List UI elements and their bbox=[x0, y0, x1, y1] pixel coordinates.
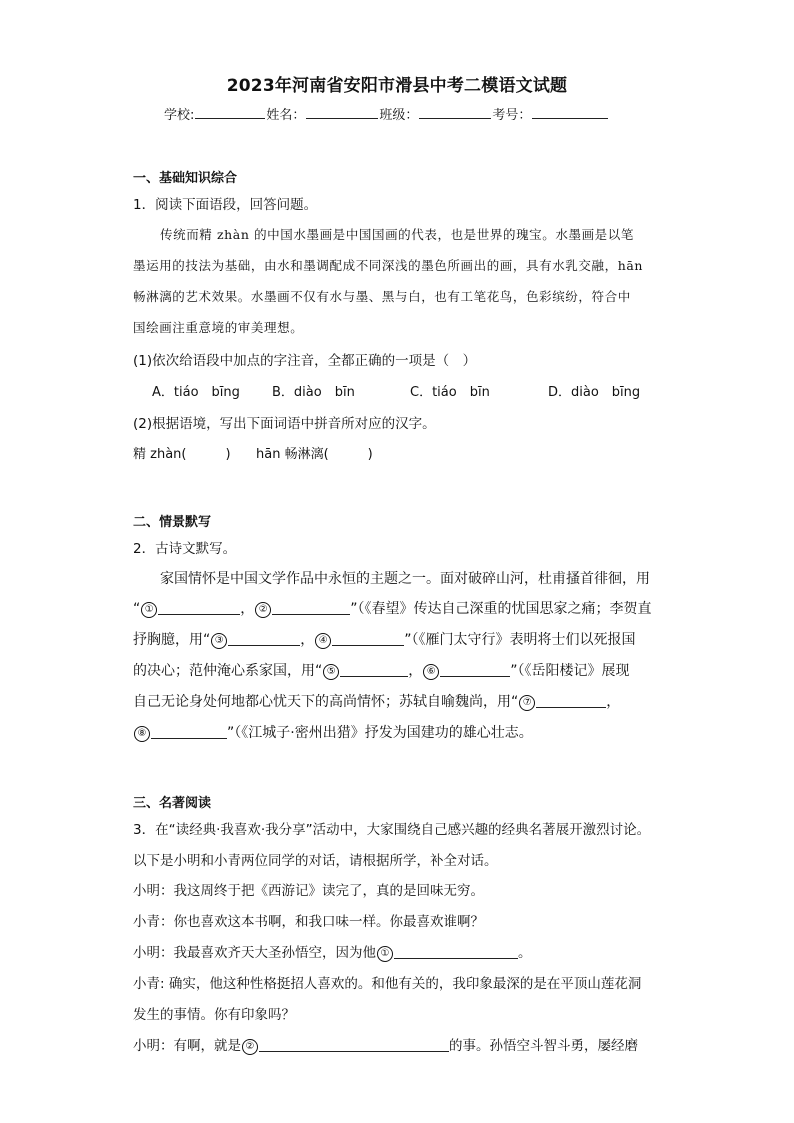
blank-number-7: ⑦ bbox=[519, 695, 535, 711]
poem-line-3 bbox=[133, 629, 636, 649]
class-blank[interactable] bbox=[419, 106, 491, 119]
dialogue-answer-blank-1[interactable] bbox=[394, 944, 518, 959]
dialogue-answer-blank-2[interactable] bbox=[259, 1037, 449, 1052]
dialogue-line-4-cont: 发生的事情。你有印象吗？ bbox=[133, 1007, 295, 1023]
answer-blank-2[interactable] bbox=[272, 600, 350, 615]
answer-blank-6[interactable] bbox=[440, 662, 510, 677]
answer-blank-1[interactable] bbox=[158, 600, 240, 615]
fill-zhan[interactable]: 精 zhàn( ) bbox=[133, 447, 231, 462]
answer-blank-8[interactable] bbox=[151, 724, 227, 739]
fill-han[interactable]: hān 畅淋漓( ) bbox=[256, 447, 373, 462]
poem-line-6-text: ”（《江城子·密州出猎》抒发为国建功的雄心壮志。 bbox=[227, 725, 533, 741]
blank-number-3: ③ bbox=[211, 633, 227, 649]
student-info-row bbox=[164, 104, 609, 123]
passage-line-3: 畅淋漓的艺术效果。水墨画不仅有水与墨、黑与白，也有工笔花鸟，色彩缤纷，符合中 bbox=[133, 289, 631, 304]
passage-line-4: 国绘画注重意境的审美理想。 bbox=[133, 320, 304, 335]
dialogue-line-1: 小明：我这周终于把《西游记》读完了，真的是回味无穷。 bbox=[133, 883, 484, 899]
blank-number-1: ① bbox=[141, 602, 157, 618]
passage-line-2: 墨运用的技法为基础，由水和墨调配成不同深浅的墨色所画出的画，具有水乳交融，hān bbox=[133, 258, 644, 273]
poem-line-4-start: 的决心；范仲淹心系家国，用“ bbox=[133, 663, 323, 679]
option-c[interactable]: C．tiáo bīn bbox=[410, 385, 490, 400]
name-blank[interactable] bbox=[306, 106, 378, 119]
poem-line-3-text: ”（《雁门太守行》表明将士们以死报国 bbox=[404, 632, 636, 648]
dialogue-line-5-start: 小明：有啊，就是 bbox=[133, 1038, 241, 1054]
period: 。 bbox=[518, 945, 532, 961]
dialogue-line-3-text: 小明：我最喜欢齐天大圣孙悟空，因为他 bbox=[133, 945, 376, 961]
option-d[interactable]: D．diào bīng bbox=[548, 385, 641, 400]
exam-no-blank[interactable] bbox=[532, 106, 608, 119]
poem-line-5 bbox=[133, 691, 620, 711]
name-label: 姓名： bbox=[266, 108, 306, 123]
poem-line-3-start: 抒胸臆，用“ bbox=[133, 632, 211, 648]
poem-line-5-start: 自己无论身处何地都心忧天下的高尚情怀；苏轼自喻魏尚，用“ bbox=[133, 694, 519, 710]
sub-question-1: (1)依次给语段中加点的字注音，全都正确的一项是（ ） bbox=[133, 353, 477, 369]
answer-blank-5[interactable] bbox=[340, 662, 408, 677]
comma: ， bbox=[240, 601, 255, 617]
passage-line-1: 传统而精 zhàn 的中国水墨画是中国国画的代表，也是世界的瑰宝。水墨画是以笔 bbox=[160, 227, 634, 242]
section-3-heading: 三、名著阅读 bbox=[133, 796, 212, 811]
question-2-prompt: 2．古诗文默写。 bbox=[133, 541, 237, 557]
blank-number-4: ④ bbox=[315, 633, 331, 649]
comma: ， bbox=[408, 663, 423, 679]
blank-number-9: ① bbox=[377, 946, 393, 962]
answer-blank-3[interactable] bbox=[228, 631, 300, 646]
blank-number-5: ⑤ bbox=[323, 664, 339, 680]
dialogue-line-3 bbox=[133, 941, 532, 962]
poem-line-2-text: ”（《春望》传达自己深重的忧国思家之痛；李贺直 bbox=[350, 601, 652, 617]
comma: ， bbox=[300, 632, 315, 648]
poem-line-2 bbox=[133, 598, 652, 618]
poem-line-6 bbox=[133, 722, 533, 742]
question-3-prompt-2: 以下是小明和小青两位同学的对话，请根据所学，补全对话。 bbox=[133, 853, 498, 869]
blank-number-10: ② bbox=[242, 1039, 258, 1055]
exam-no-label: 考号： bbox=[492, 108, 532, 123]
poem-line-1: 家国情怀是中国文学作品中永恒的主题之一。面对破碎山河，杜甫搔首徘徊，用 bbox=[160, 571, 650, 587]
dialogue-line-5-end: 的事。孙悟空斗智斗勇，屡经磨 bbox=[449, 1038, 638, 1054]
poem-line-4 bbox=[133, 660, 630, 680]
school-label: 学校: bbox=[164, 108, 195, 123]
comma: ， bbox=[606, 694, 621, 710]
blank-number-6: ⑥ bbox=[423, 664, 439, 680]
section-1-heading: 一、基础知识综合 bbox=[133, 171, 238, 186]
answer-blank-7[interactable] bbox=[536, 693, 606, 708]
option-a[interactable]: A．tiáo bīng bbox=[152, 385, 240, 400]
blank-number-2: ② bbox=[255, 602, 271, 618]
poem-line-4-text: ”（《岳阳楼记》展现 bbox=[510, 663, 630, 679]
section-2-heading: 二、情景默写 bbox=[133, 515, 212, 530]
option-b[interactable]: B．diào bīn bbox=[272, 385, 355, 400]
dialogue-line-2: 小青：你也喜欢这本书啊，和我口味一样。你最喜欢谁啊？ bbox=[133, 914, 484, 930]
dialogue-line-5 bbox=[133, 1034, 638, 1055]
sub-question-2: (2)根据语境，写出下面词语中拼音所对应的汉字。 bbox=[133, 416, 436, 432]
blank-number-8: ⑧ bbox=[134, 726, 150, 742]
school-blank[interactable] bbox=[195, 106, 265, 119]
question-3-prompt-1: 3．在“读经典·我喜欢·我分享”活动中，大家围绕自己感兴趣的经典名著展开激烈讨论。 bbox=[133, 822, 651, 838]
dialogue-line-4: 小青: 确实，他这种性格挺招人喜欢的。和他有关的，我印象最深的是在平顶山莲花洞 bbox=[133, 976, 642, 992]
quote-open: “ bbox=[133, 601, 141, 617]
page-title: 2023年河南省安阳市滑县中考二模语文试题 bbox=[226, 76, 568, 96]
question-1-prompt: 1．阅读下面语段，回答问题。 bbox=[133, 197, 318, 213]
answer-blank-4[interactable] bbox=[332, 631, 404, 646]
class-label: 班级： bbox=[379, 108, 419, 123]
